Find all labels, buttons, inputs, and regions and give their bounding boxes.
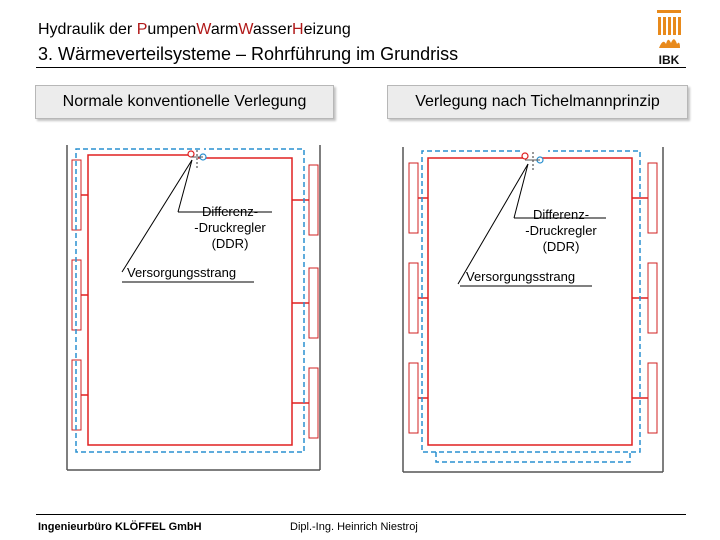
right-panel-label: Verlegung nach Tichelmannprinzip: [387, 85, 688, 119]
left-ddr-line-2: -Druckregler: [194, 220, 266, 235]
logo-lettering: IBK: [658, 53, 680, 66]
left-panel-label: Normale konventionelle Verlegung: [35, 85, 334, 119]
title-part: W: [238, 21, 253, 38]
left-ddr-callout: [178, 204, 282, 252]
footer-author: Dipl.-Ing. Heinrich Niestroj: [290, 521, 418, 533]
right-ddr-line-1: Differenz-: [532, 207, 590, 222]
title-part: H: [292, 21, 304, 38]
left-ddr-line-1: Differenz-: [201, 204, 259, 219]
title-part: eizung: [303, 21, 351, 38]
left-ddr-line-3: (DDR): [211, 236, 249, 251]
left-floor-plan: [67, 145, 320, 470]
slide-subtitle: 3. Wärmeverteilsysteme – Rohrführung im Grundriss: [38, 44, 459, 64]
right-riser-label: Versorgungsstrang: [466, 269, 576, 284]
footer-company: Ingenieurbüro KLÖFFEL GmbH: [38, 521, 202, 533]
title-part: umpen: [147, 21, 197, 38]
title-part: asser: [252, 21, 293, 38]
title-part: P: [136, 21, 148, 38]
left-riser-label: Versorgungsstrang: [127, 265, 237, 280]
footer-divider: [36, 514, 686, 515]
right-ddr-callout: [510, 207, 612, 255]
title-part: Hydraulik der: [38, 21, 137, 38]
right-ddr-line-2: -Druckregler: [525, 223, 597, 238]
title-part: arm: [210, 21, 239, 38]
right-floor-plan: [403, 147, 663, 472]
title-part: W: [196, 21, 211, 38]
right-ddr-line-3: (DDR): [542, 239, 580, 254]
